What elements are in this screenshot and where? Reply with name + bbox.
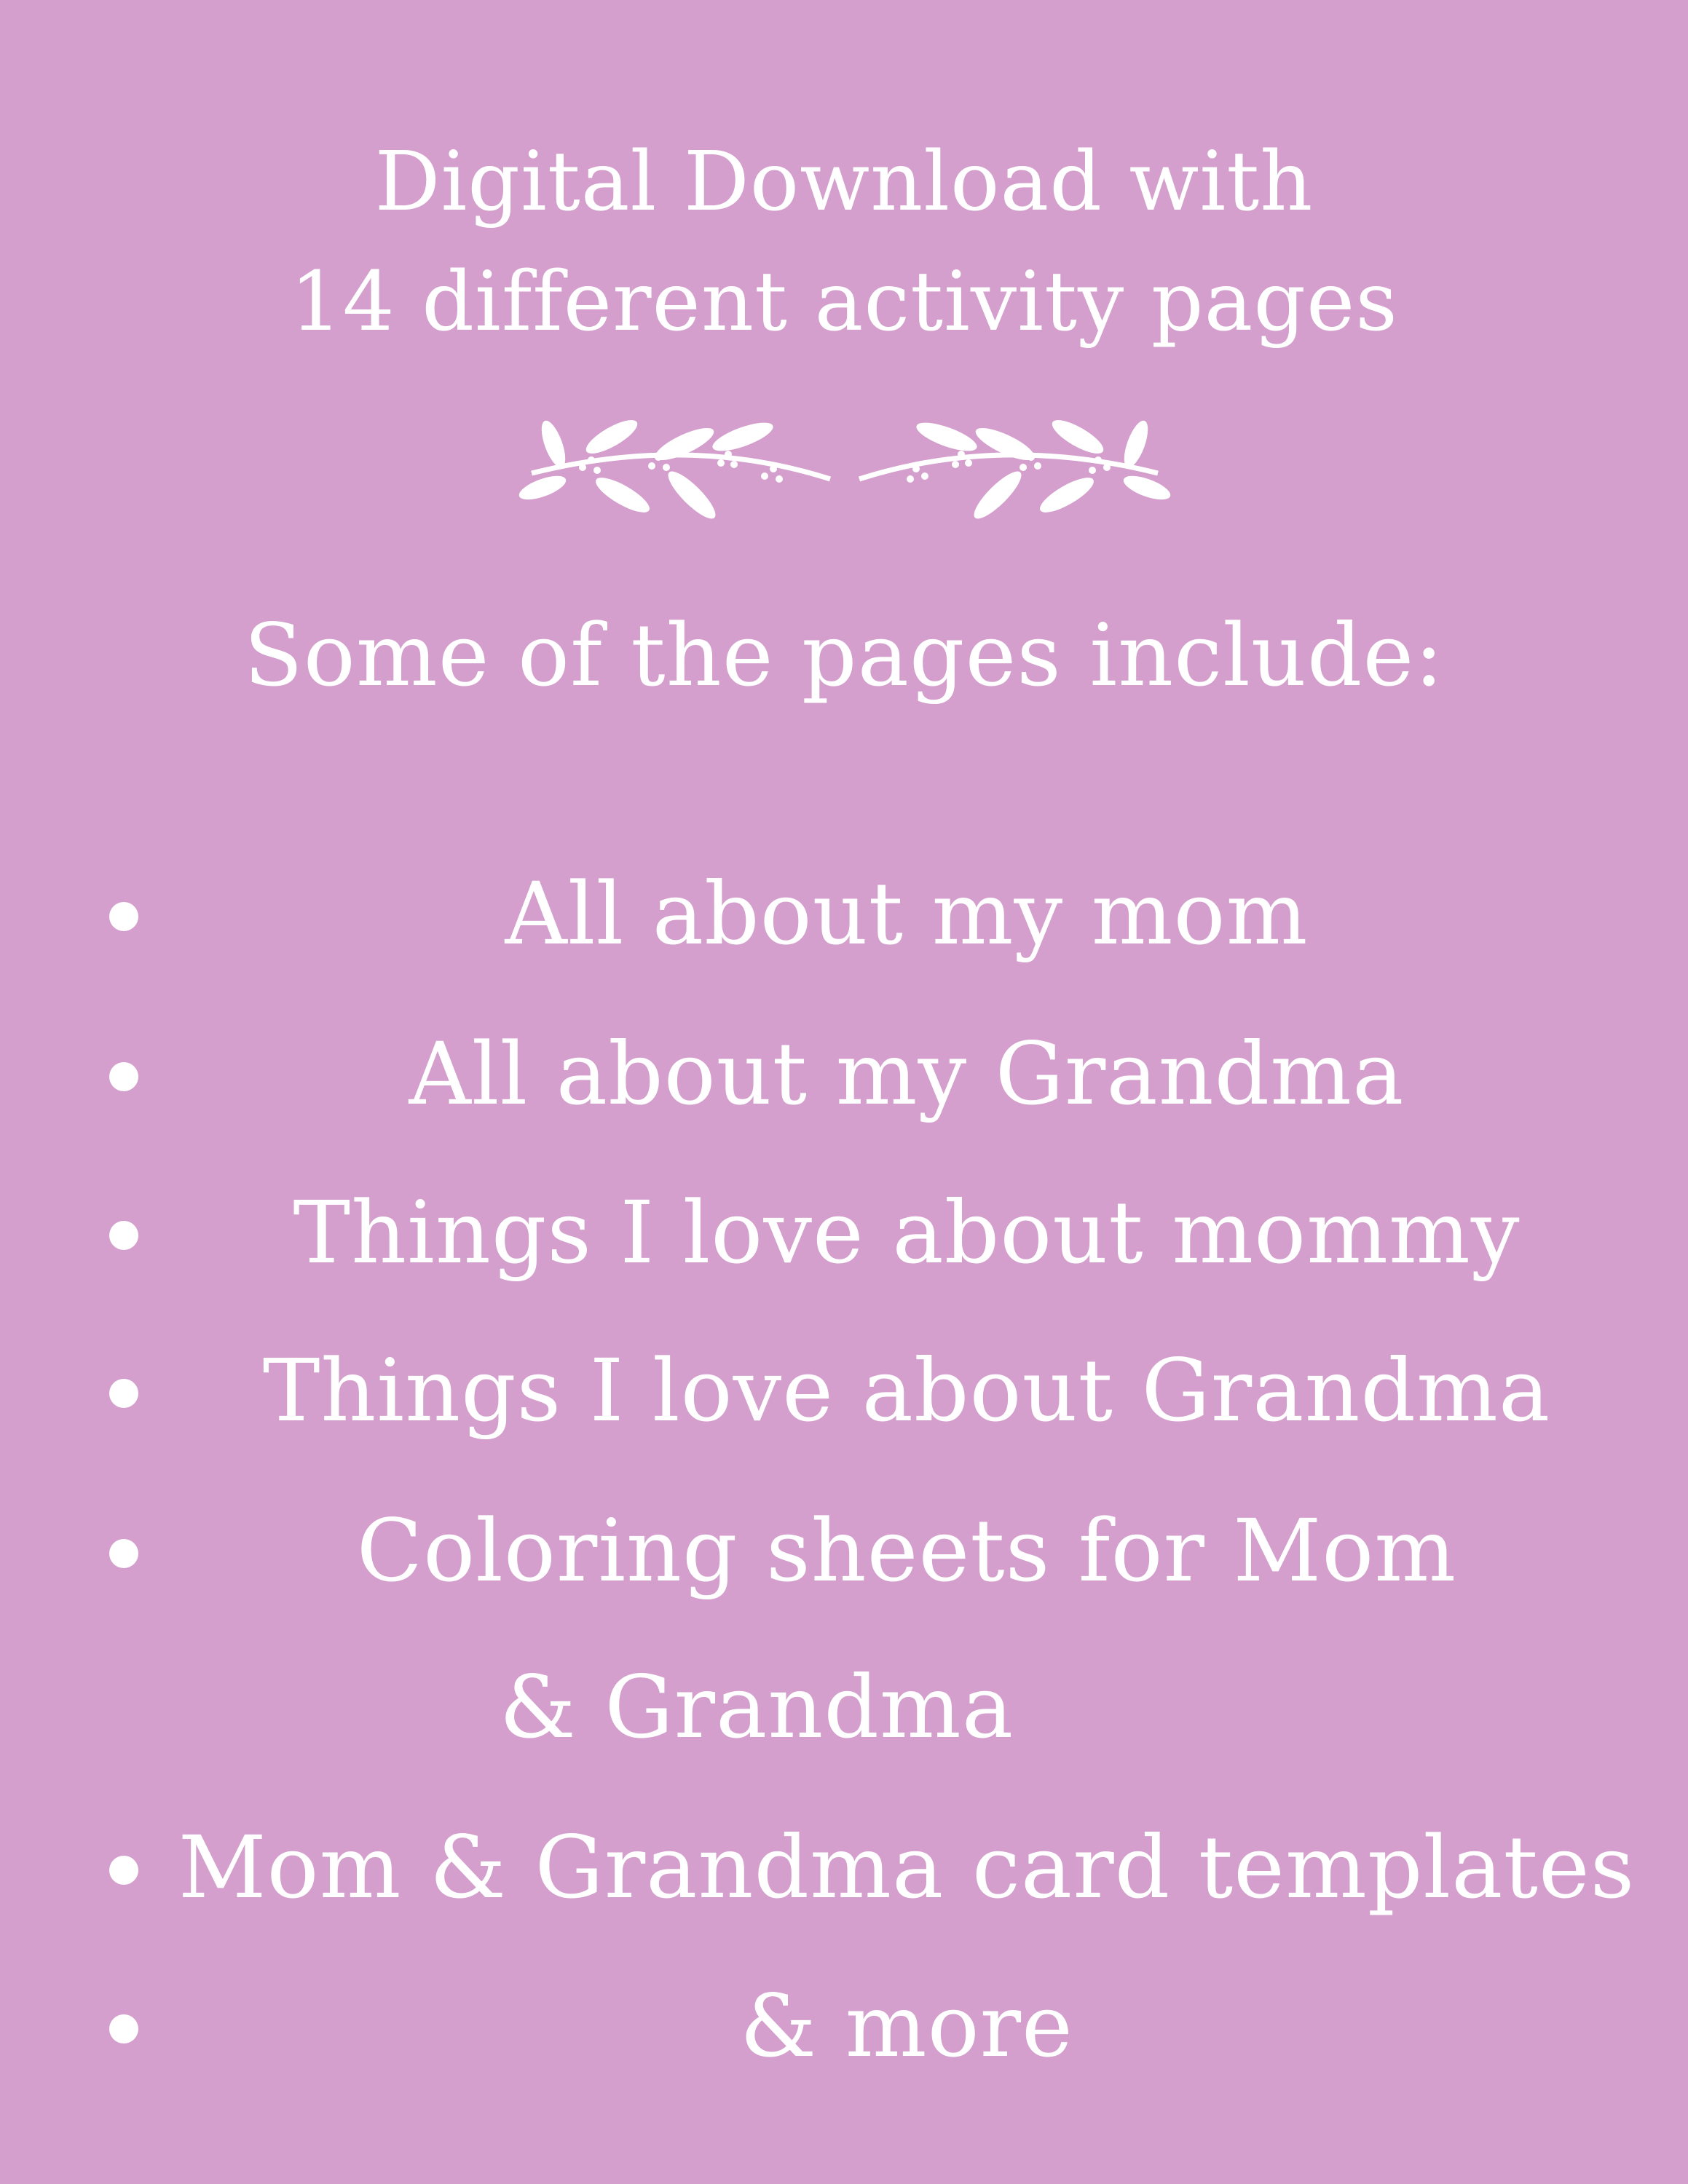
list-item [0,1809,1688,1926]
list-item-text: Coloring sheets for Mom [356,1500,1457,1601]
bullet-icon [109,1379,138,1408]
heading-line-1: Digital Download with [374,135,1314,229]
list-item-continuation-text: & Grandma [499,1657,1014,1757]
bullet-icon [109,2014,138,2043]
bullet-icon [109,1062,138,1091]
bullet-icon [109,1539,138,1568]
list-item-continuation [0,1649,1688,1765]
list-item [0,1332,1688,1449]
list-item [0,1968,1688,2084]
subheading: Some of the pages include: [243,605,1445,705]
list-item-text: All about my mom [505,863,1309,964]
bullet-icon [109,1856,138,1885]
list-item [0,1016,1688,1132]
list-item-text: & more [740,1976,1073,2076]
bullet-icon [109,1221,138,1250]
list-item [0,1174,1688,1291]
heading-line-2: 14 different activity pages [290,255,1398,349]
list-item [0,1492,1688,1609]
list-item-text: All about my Grandma [409,1024,1405,1124]
list-item-text: Mom & Grandma card templates [178,1817,1636,1918]
list-item [0,855,1688,972]
list-item-text: Things I love about mommy [293,1182,1521,1283]
bullet-icon [109,902,138,931]
list-item-text: Things I love about Grandma [262,1340,1551,1441]
